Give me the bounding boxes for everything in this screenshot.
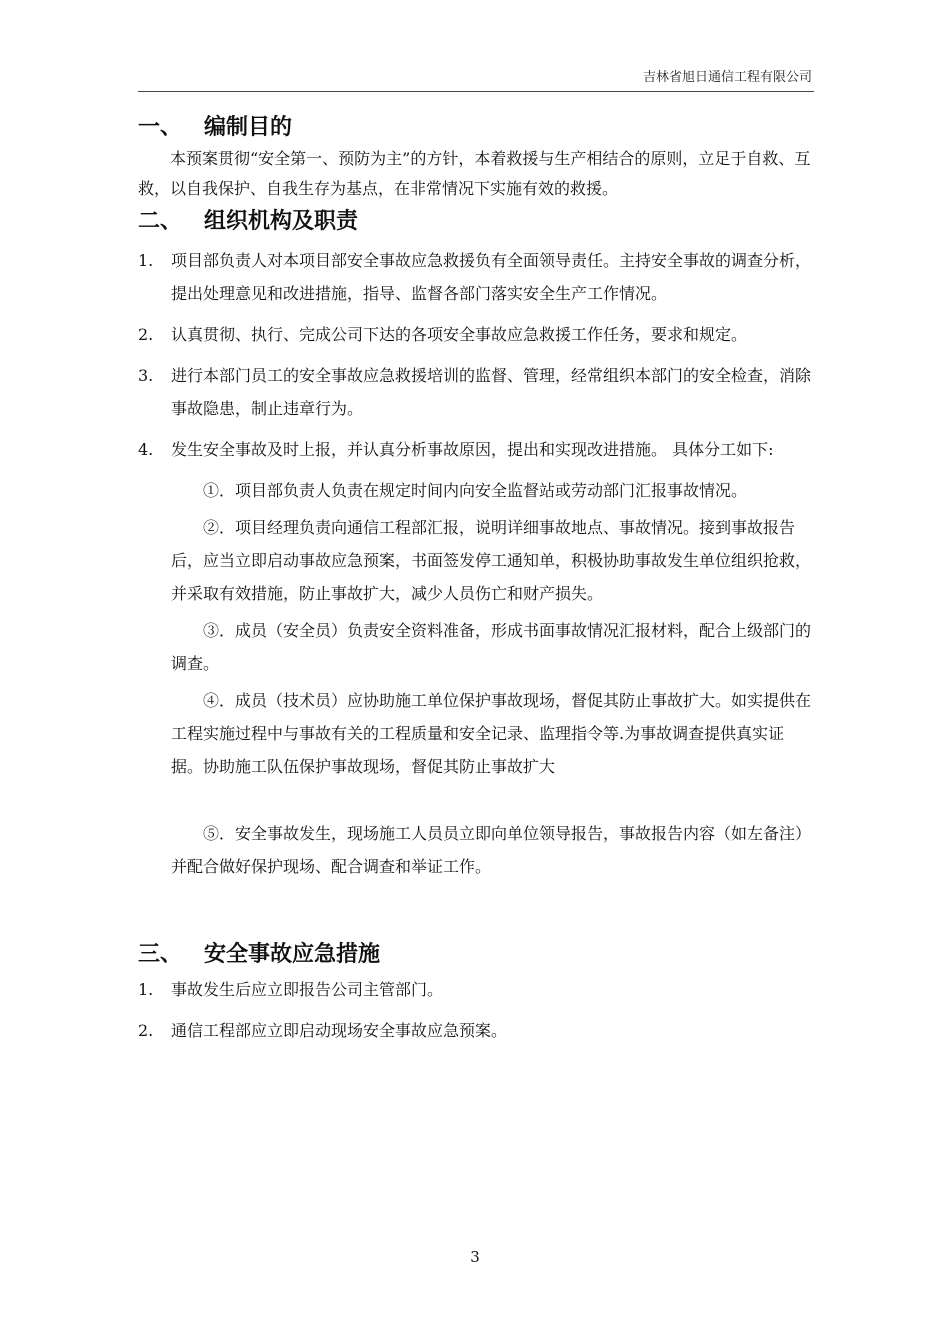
list-text: 通信工程部应立即启动现场安全事故应急预案。 (171, 1021, 508, 1040)
section-heading-3 (138, 939, 814, 971)
page-header-company: 吉林省旭日通信工程有限公司 (642, 70, 812, 85)
list-text: 事故发生后应立即报告公司主管部门。 (171, 980, 444, 999)
list-item (138, 359, 814, 425)
list-number: 1. (138, 251, 154, 270)
sub-item: ④．成员（技术员）应协助施工单位保护事故现场，督促其防止事故扩大。如实提供在工程实施过程中与事故有关的工程质量和安全记录、监理指令等.为事故调查提供真实证据。协助施工队伍保护事故现场，督促其防止事故扩大 (171, 691, 812, 776)
list-number: 2. (138, 1021, 154, 1040)
list-item (138, 973, 814, 1006)
sub-item: ②．项目经理负责向通信工程部汇报，说明详细事故地点、事故情况。接到事故报告后，应当立即启动事故应急预案，书面签发停工通知单，积极协助事故发生单位组织抢救，并采取有效措施，防止事故扩大，减少人员伤亡和财产损失。 (171, 518, 812, 603)
section-paragraph: 本预案贯彻“安全第一、预防为主”的方针，本着救援与生产相结合的原则，立足于自救、互救，以自我保护、自我生存为基点，在非常情况下实施有效的救援。 (138, 149, 811, 198)
list-text: 项目部负责人对本项目部安全事故应急救援负有全面领导责任。主持安全事故的调查分析，提出处理意见和改进措施，指导、监督各部门落实安全生产工作情况。 (171, 251, 812, 303)
sub-item: ①．项目部负责人负责在规定时间内向安全监督站或劳动部门汇报事故情况。 (203, 481, 748, 500)
list-text: 进行本部门员工的安全事故应急救援培训的监督、管理，经常组织本部门的安全检查，消除事故隐患，制止违章行为。 (171, 366, 812, 418)
list-item (138, 244, 814, 310)
page-number: 3 (470, 1248, 480, 1266)
list-number: 1. (138, 980, 154, 999)
section-number: 二、 (138, 209, 183, 234)
document-body (138, 112, 814, 1055)
sub-item: ③．成员（安全员）负责安全资料准备，形成书面事故情况汇报材料，配合上级部门的调查。 (171, 621, 812, 673)
list-text: 发生安全事故及时上报，并认真分析事故原因，提出和实现改进措施。 具体分工如下: (171, 440, 774, 459)
section-title: 组织机构及职责 (204, 209, 359, 234)
section-heading-1 (138, 112, 814, 144)
list-text: 认真贯彻、执行、完成公司下达的各项安全事故应急救援工作任务，要求和规定。 (171, 325, 748, 344)
header-divider (138, 91, 814, 92)
list-item (138, 433, 814, 466)
section-heading-2 (138, 206, 814, 238)
section-number: 三、 (138, 942, 183, 967)
section-title: 安全事故应急措施 (204, 942, 381, 967)
list-item (138, 318, 814, 351)
list-number: 4. (138, 440, 154, 459)
section-title: 编制目的 (204, 115, 293, 140)
sub-item: ⑤．安全事故发生，现场施工人员员立即向单位领导报告，事故报告内容（如左备注）并配合做好保护现场、配合调查和举证工作。 (171, 824, 812, 876)
section-number: 一、 (138, 115, 183, 140)
list-number: 2. (138, 325, 154, 344)
list-number: 3. (138, 366, 154, 385)
list-item (138, 1014, 814, 1047)
